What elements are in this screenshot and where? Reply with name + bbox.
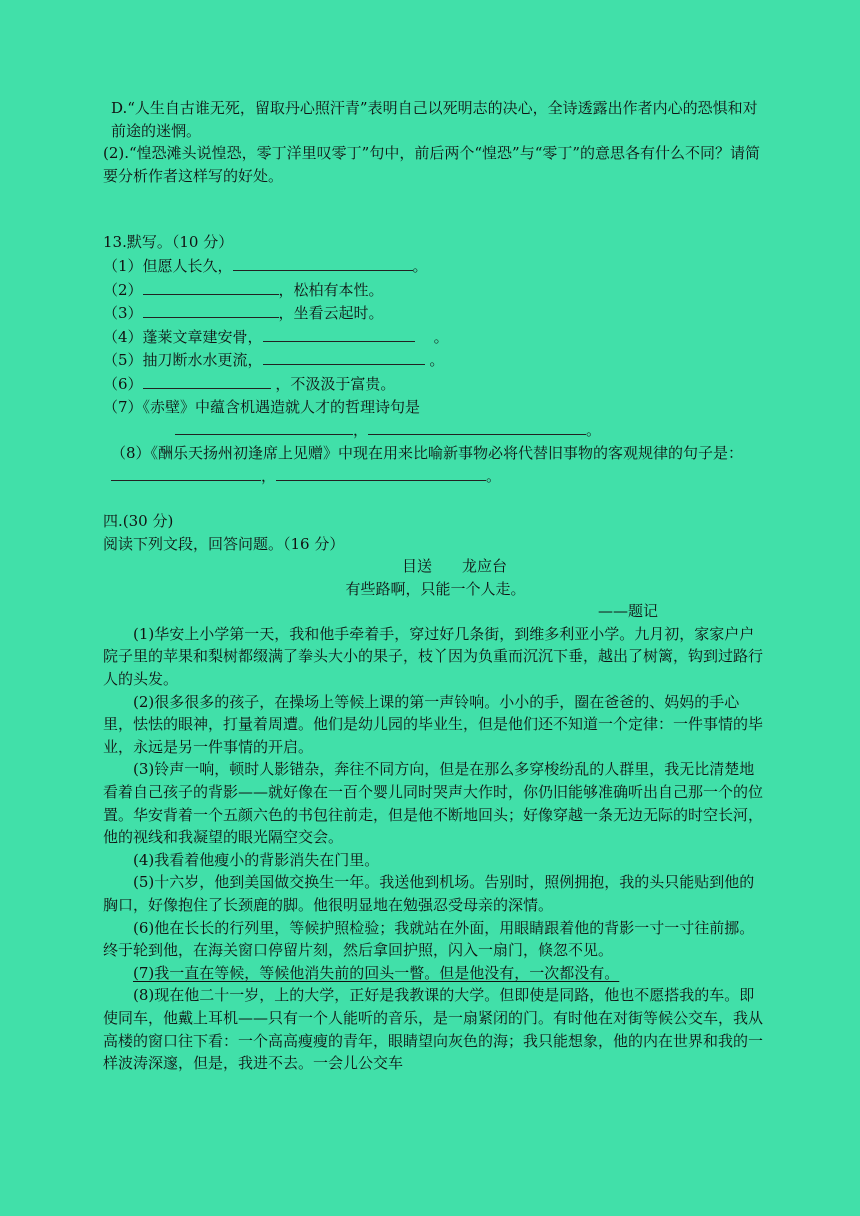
q13-item-2-post: ，松柏有本性。 [278,280,384,299]
passage-paragraph-2: (2)很多很多的孩子，在操场上等候上课的第一声铃响。小小的手，圈在爸爸的、妈妈的手心里，怯怯的眼神，打量着周遭。他们是幼儿园的毕业生，但是他们还不知道一个定律：一件事情的毕业，永远是另一件事情的开启。 [103,692,764,756]
passage-paragraph-1: (1)华安上小学第一天，我和他手牵着手，穿过好几条街，到维多利亚小学。九月初，家家户户院子里的苹果和梨树都缀满了拳头大小的果子，枝丫因为负重而沉沉下垂，越出了树篱，钩到过路行人的头发。 [103,624,764,689]
section-4-instruction: 阅读下列文段，回答问题。（16 分） [103,534,345,553]
q13-item-4 [103,325,768,349]
answer-blank[interactable] [175,418,353,435]
q13-item-7-pre: （7）《赤壁》中蕴含机遇造就人才的哲理诗句是 [103,397,421,416]
answer-blank[interactable] [263,348,425,365]
answer-blank[interactable] [111,464,261,481]
passage-paragraph-8: (8)现在他二十一岁，上的大学，正好是我教课的大学。但即使是同路，他也不愿搭我的车。即使同车，他戴上耳机——只有一个人能听的音乐，是一扇紧闭的门。有时他在对街等候公交车，我从高楼的窗口往下看：一个高高瘦瘦的青年，眼睛望向灰色的海；我只能想象，他的内在世界和我的一样波涛深邃，但是，我进不去。一会儿公交车 [103,986,764,1073]
spacer [103,187,768,231]
passage-paragraph-7 [103,962,768,985]
q13-item-8-pre: （8）《酬乐天扬州初逢席上见赠》中现在用来比喻新事物必将代替旧事物的客观规律的句子是： [111,443,744,462]
q13-item-8-mid: ， [261,467,277,486]
q13-item-3 [103,301,768,325]
q13-heading: 13.默写。（10 分） [103,233,234,252]
q13-item-2 [103,278,768,302]
q13-item-7-mid: ， [353,421,369,440]
q13-item-5-post: 。 [429,351,445,370]
q13-item-6 [103,372,768,396]
answer-blank[interactable] [368,418,586,435]
answer-blank[interactable] [276,464,486,481]
answer-blank[interactable] [143,372,271,389]
q12-option-d: D.“人生自古谁无死，留取丹心照汗青”表明自己以死明志的决心，全诗透露出作者内心的恐惧和对前途的迷惘。 [111,99,758,140]
q13-item-7-answer-line [103,418,768,442]
q13-item-6-post: ，不汲汲于富贵。 [275,374,396,393]
spacer [103,488,768,510]
q13-item-8 [103,442,768,488]
q13-item-7-post: 。 [586,421,602,440]
q13-item-4-post: 。 [433,327,449,346]
q13-item-4-pre: （4）蓬莱文章建安骨， [103,327,263,346]
passage-title: 目送 龙应台 [401,557,507,576]
q13-item-5 [103,348,768,372]
q13-item-1 [103,254,768,278]
q13-item-8-post: 。 [486,467,502,486]
answer-blank[interactable] [233,254,413,271]
section-4-heading: 四.(30 分) [103,511,174,530]
underlined-sentence: (7)我一直在等候，等候他消失前的回头一瞥。但是他没有，一次都没有。 [133,963,620,982]
q13-item-7 [103,396,768,419]
exam-content [103,97,768,1075]
q13-item-3-post: ，坐看云起时。 [278,304,384,323]
q12-subquestion-2: (2).“惶恐滩头说惶恐，零丁洋里叹零丁”句中，前后两个“惶恐”与“零丁”的意思各有什么不同？请简要分析作者这样写的好处。 [103,144,761,185]
q13-item-2-pre: （2） [103,280,143,299]
passage-paragraph-5: (5)十六岁，他到美国做交换生一年。我送他到机场。告别时，照例拥抱，我的头只能贴到他的胸口，好像抱住了长颈鹿的脚。他很明显地在勉强忍受母亲的深情。 [103,873,755,914]
passage-paragraph-6: (6)他在长长的行列里，等候护照检验；我就站在外面，用眼睛跟着他的背影一寸一寸往前挪。终于轮到他，在海关窗口停留片刻，然后拿回护照，闪入一扇门，倏忽不见。 [103,918,755,960]
answer-blank[interactable] [143,301,279,318]
answer-blank[interactable] [263,325,415,342]
q13-item-1-post: 。 [412,256,428,275]
passage-epigraph-sign: ——题记 [597,602,658,621]
q13-item-1-pre: （1）但愿人长久， [103,256,233,275]
passage-epigraph: 有些路啊，只能一个人走。 [345,579,526,598]
answer-blank[interactable] [143,278,279,295]
passage-paragraph-4: (4)我看着他瘦小的背影消失在门里。 [133,850,380,869]
passage-paragraph-3: (3)铃声一响，顿时人影错杂，奔往不同方向，但是在那么多穿梭纷乱的人群里，我无比清楚地看着自己孩子的背影——就好像在一百个婴儿同时哭声大作时，你仍旧能够准确听出自己那一个的位置。华安背着一个五颜六色的书包往前走，但是他不断地回头；好像穿越一条无边无际的时空长河，他的视线和我凝望的眼光隔空交会。 [103,760,764,847]
q13-item-3-pre: （3） [103,304,143,323]
q13-item-6-pre: （6） [103,374,143,393]
q13-item-5-pre: （5）抽刀断水水更流， [103,351,263,370]
